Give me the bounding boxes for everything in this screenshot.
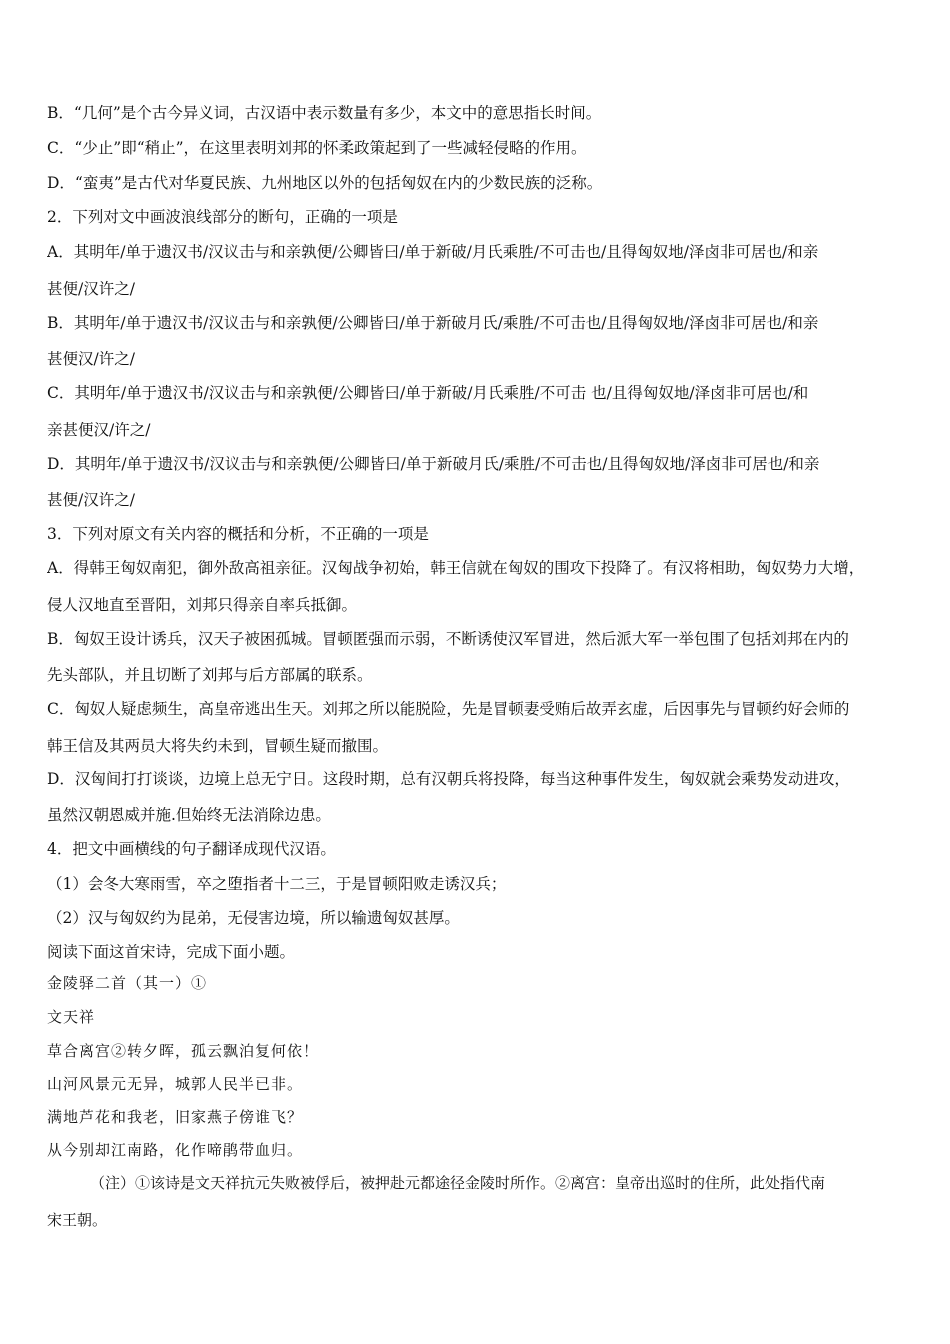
option-1c: C．“少止”即“稍止”，在这里表明刘邦的怀柔政策起到了一些减轻侵略的作用。 xyxy=(47,139,587,157)
poem-line-4: 从今别却江南路，化作啼鹃带血归。 xyxy=(47,1141,304,1159)
option-3a-cont: 侵人汉地直至晋阳，刘邦只得亲自率兵抵御。 xyxy=(47,596,358,614)
question-2: 2．下列对文中画波浪线部分的断句，正确的一项是 xyxy=(47,208,398,226)
option-3c-cont: 韩王信及其两员大将失约未到，冒顿生疑而撤围。 xyxy=(47,737,389,755)
option-1d: D．“蛮夷”是古代对华夏民族、九州地区以外的包括匈奴在内的少数民族的泛称。 xyxy=(47,174,603,192)
question-3: 3．下列对原文有关内容的概括和分析，不正确的一项是 xyxy=(47,525,429,543)
option-3a: A．得韩王匈奴南犯，御外敌高祖亲征。汉匈战争初始，韩王信就在匈奴的围攻下投降了。有汉将相助，匈奴势力大增， xyxy=(47,559,865,577)
option-2d: D．其明年/单于遗汉书/汉议击与和亲孰便/公卿皆曰/单于新破月氏/乘胜/不可击也/且得匈奴地/泽卤非可居也/和亲 xyxy=(47,455,820,473)
reading-instruction: 阅读下面这首宋诗，完成下面小题。 xyxy=(47,943,296,961)
poem-line-1: 草合离宫②转夕晖，孤云飘泊复何依！ xyxy=(47,1042,320,1060)
option-3b-cont: 先头部队，并且切断了刘邦与后方部属的联系。 xyxy=(47,666,373,684)
option-1b: B．“几何”是个古今异义词，古汉语中表示数量有多少，本文中的意思指长时间。 xyxy=(47,104,602,122)
option-3d-cont: 虽然汉朝恩威并施.但始终无法消除边患。 xyxy=(47,806,331,824)
translation-1: （1）会冬大寒雨雪，卒之堕指者十二三，于是冒顿阳败走诱汉兵； xyxy=(47,875,507,893)
option-2a: A．其明年/单于遗汉书/汉议击与和亲孰便/公卿皆曰/单于新破/月氏乘胜/不可击也/且得匈奴地/泽卤非可居也/和亲 xyxy=(47,243,819,261)
option-3b: B．匈奴王设计诱兵，汉天子被困孤城。冒顿匿强而示弱，不断诱使汉军冒进，然后派大军一举包围了包括刘邦在内的 xyxy=(47,630,849,648)
option-3d: D．汉匈间打打谈谈，边境上总无宁日。这段时期，总有汉朝兵将投降，每当这种事件发生，匈奴就会乘势发动进攻， xyxy=(47,770,850,788)
option-2b: B．其明年/单于遗汉书/汉议击与和亲孰便/公卿皆曰/单于新破月氏/乘胜/不可击也/且得匈奴地/泽卤非可居也/和亲 xyxy=(47,314,819,332)
option-2a-cont: 甚便/汉许之/ xyxy=(47,280,135,298)
poem-line-3: 满地芦花和我老，旧家燕子傍谁飞？ xyxy=(47,1108,304,1126)
option-2b-cont: 甚便汉/许之/ xyxy=(47,350,135,368)
poem-author: 文天祥 xyxy=(47,1008,96,1026)
translation-2: （2）汉与匈奴约为昆弟，无侵害边境，所以输遗匈奴甚厚。 xyxy=(47,909,460,927)
question-4: 4．把文中画横线的句子翻译成现代汉语。 xyxy=(47,840,336,858)
option-2c: C．其明年/单于遗汉书/汉议击与和亲孰便/公卿皆曰/单于新破/月氏乘胜/不可击 也/且得匈奴地/泽卤非可居也/和 xyxy=(47,384,809,402)
option-2c-cont: 亲甚便汉/许之/ xyxy=(47,421,151,439)
poem-title: 金陵驿二首（其一）① xyxy=(47,974,208,992)
option-3c: C．匈奴人疑虑频生，高皇帝逃出生天。刘邦之所以能脱险，先是冒顿妻受贿后故弄玄虚，后因事先与冒顿约好会师的 xyxy=(47,700,850,718)
poem-note-cont: 宋王朝。 xyxy=(47,1211,108,1229)
poem-line-2: 山河风景元无异，城郭人民半已非。 xyxy=(47,1075,304,1093)
poem-note: （注）①该诗是文天祥抗元失败被俘后，被押赴元都途径金陵时所作。②离宫：皇帝出巡时的住所，此处指代南 xyxy=(90,1174,826,1192)
option-2d-cont: 甚便/汉许之/ xyxy=(47,491,135,509)
